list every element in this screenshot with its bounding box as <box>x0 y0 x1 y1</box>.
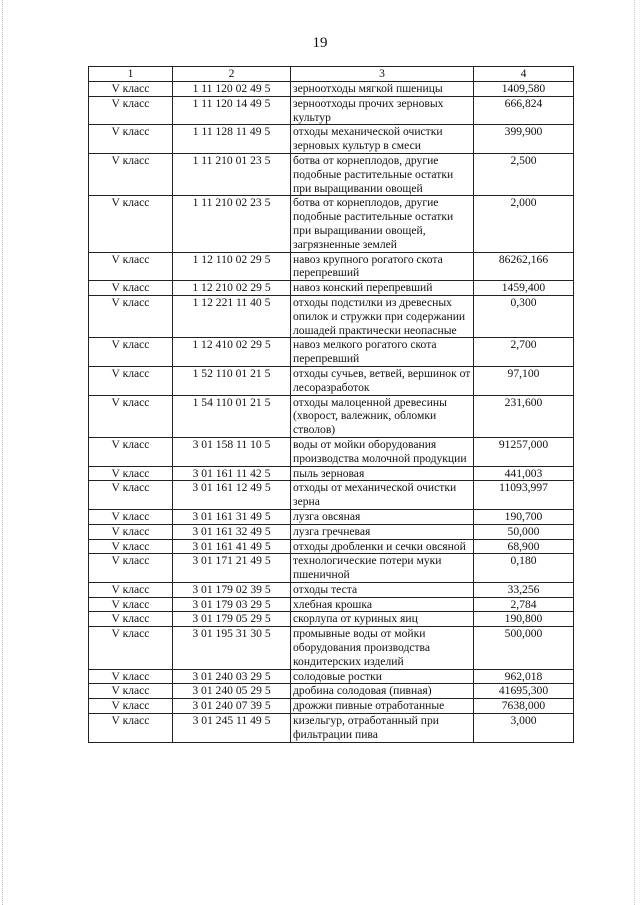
waste-code-cell: 1 12 410 02 29 5 <box>173 338 291 367</box>
hazard-class-cell: V класс <box>89 338 173 367</box>
table-row <box>89 684 574 699</box>
amount-cell: 7638,000 <box>474 699 574 714</box>
page-number: 19 <box>312 35 328 51</box>
hazard-class-cell: V класс <box>89 612 173 627</box>
amount-cell: 2,784 <box>474 597 574 612</box>
table-row <box>89 395 574 437</box>
table-row <box>89 281 574 296</box>
table-row <box>89 153 574 195</box>
waste-name-cell: отходы сучьев, ветвей, вершинок от лесоразработок <box>291 366 474 395</box>
amount-cell: 2,000 <box>474 196 574 252</box>
table-row <box>89 509 574 524</box>
waste-name-cell: хлебная крошка <box>291 597 474 612</box>
waste-code-cell: 3 01 161 11 42 5 <box>173 466 291 481</box>
waste-name-cell: ботва от корнеплодов, другие подобные растительные остатки при выращивании овощей <box>291 153 474 195</box>
waste-code-cell: 3 01 158 11 10 5 <box>173 437 291 466</box>
table-row <box>89 612 574 627</box>
waste-name-cell: зерноотходы мягкой пшеницы <box>291 82 474 97</box>
scan-left-edge <box>2 0 4 905</box>
waste-name-cell: кизельгур, отработанный при фильтрации пива <box>291 714 474 743</box>
table-row <box>89 96 574 125</box>
amount-cell: 1459,400 <box>474 281 574 296</box>
amount-cell: 1409,580 <box>474 82 574 97</box>
column-header-1: 1 <box>89 67 173 82</box>
waste-name-cell: дрожжи пивные отработанные <box>291 699 474 714</box>
waste-code-cell: 3 01 161 32 49 5 <box>173 524 291 539</box>
hazard-class-cell: V класс <box>89 125 173 154</box>
amount-cell: 666,824 <box>474 96 574 125</box>
table-header-row <box>89 67 574 82</box>
hazard-class-cell: V класс <box>89 714 173 743</box>
amount-cell: 399,900 <box>474 125 574 154</box>
hazard-class-cell: V класс <box>89 684 173 699</box>
table-row <box>89 699 574 714</box>
table-row <box>89 82 574 97</box>
column-header-2: 2 <box>173 67 291 82</box>
waste-code-cell: 3 01 179 03 29 5 <box>173 597 291 612</box>
amount-cell: 500,000 <box>474 627 574 669</box>
table-row <box>89 196 574 252</box>
amount-cell: 2,700 <box>474 338 574 367</box>
hazard-class-cell: V класс <box>89 295 173 337</box>
hazard-class-cell: V класс <box>89 554 173 583</box>
waste-name-cell: отходы от механической очистки зерна <box>291 481 474 510</box>
waste-code-cell: 1 11 120 14 49 5 <box>173 96 291 125</box>
waste-table <box>88 66 574 743</box>
amount-cell: 3,000 <box>474 714 574 743</box>
amount-cell: 97,100 <box>474 366 574 395</box>
waste-code-cell: 1 11 128 11 49 5 <box>173 125 291 154</box>
scan-right-edge <box>634 0 636 905</box>
hazard-class-cell: V класс <box>89 539 173 554</box>
amount-cell: 41695,300 <box>474 684 574 699</box>
waste-name-cell: отходы механической очистки зерновых культур в смеси <box>291 125 474 154</box>
table-row <box>89 466 574 481</box>
amount-cell: 231,600 <box>474 395 574 437</box>
amount-cell: 33,256 <box>474 582 574 597</box>
waste-code-cell: 3 01 179 05 29 5 <box>173 612 291 627</box>
hazard-class-cell: V класс <box>89 627 173 669</box>
hazard-class-cell: V класс <box>89 82 173 97</box>
waste-code-cell: 3 01 161 12 49 5 <box>173 481 291 510</box>
waste-code-cell: 3 01 171 21 49 5 <box>173 554 291 583</box>
amount-cell: 0,180 <box>474 554 574 583</box>
waste-name-cell: пыль зерновая <box>291 466 474 481</box>
waste-code-cell: 1 52 110 01 21 5 <box>173 366 291 395</box>
amount-cell: 190,700 <box>474 509 574 524</box>
waste-name-cell: скорлупа от куриных яиц <box>291 612 474 627</box>
hazard-class-cell: V класс <box>89 597 173 612</box>
table-row <box>89 524 574 539</box>
hazard-class-cell: V класс <box>89 509 173 524</box>
amount-cell: 50,000 <box>474 524 574 539</box>
waste-name-cell: воды от мойки оборудования производства молочной продукции <box>291 437 474 466</box>
hazard-class-cell: V класс <box>89 252 173 281</box>
waste-name-cell: лузга гречневая <box>291 524 474 539</box>
table-row <box>89 714 574 743</box>
waste-code-cell: 1 11 210 02 23 5 <box>173 196 291 252</box>
hazard-class-cell: V класс <box>89 699 173 714</box>
hazard-class-cell: V класс <box>89 96 173 125</box>
waste-name-cell: навоз конский перепревший <box>291 281 474 296</box>
hazard-class-cell: V класс <box>89 196 173 252</box>
amount-cell: 190,800 <box>474 612 574 627</box>
table-body <box>89 82 574 743</box>
table-row <box>89 481 574 510</box>
hazard-class-cell: V класс <box>89 669 173 684</box>
waste-code-cell: 3 01 240 07 39 5 <box>173 699 291 714</box>
amount-cell: 0,300 <box>474 295 574 337</box>
hazard-class-cell: V класс <box>89 281 173 296</box>
amount-cell: 68,900 <box>474 539 574 554</box>
hazard-class-cell: V класс <box>89 582 173 597</box>
amount-cell: 86262,166 <box>474 252 574 281</box>
waste-code-cell: 1 12 110 02 29 5 <box>173 252 291 281</box>
table-row <box>89 669 574 684</box>
waste-code-cell: 3 01 161 41 49 5 <box>173 539 291 554</box>
column-header-3: 3 <box>291 67 474 82</box>
waste-name-cell: ботва от корнеплодов, другие подобные растительные остатки при выращивании овощей, загрязненные землей <box>291 196 474 252</box>
table-row <box>89 437 574 466</box>
waste-name-cell: промывные воды от мойки оборудования производства кондитерских изделий <box>291 627 474 669</box>
hazard-class-cell: V класс <box>89 395 173 437</box>
table-row <box>89 366 574 395</box>
amount-cell: 91257,000 <box>474 437 574 466</box>
table-row <box>89 125 574 154</box>
waste-code-cell: 3 01 245 11 49 5 <box>173 714 291 743</box>
waste-name-cell: отходы теста <box>291 582 474 597</box>
waste-name-cell: отходы дробленки и сечки овсяной <box>291 539 474 554</box>
waste-name-cell: отходы малоценной древесины (хворост, валежник, обломки стволов) <box>291 395 474 437</box>
table-row <box>89 252 574 281</box>
hazard-class-cell: V класс <box>89 153 173 195</box>
waste-name-cell: отходы подстилки из древесных опилок и стружки при содержании лошадей практически неопасные <box>291 295 474 337</box>
waste-name-cell: лузга овсяная <box>291 509 474 524</box>
waste-code-cell: 3 01 161 31 49 5 <box>173 509 291 524</box>
waste-code-cell: 1 11 120 02 49 5 <box>173 82 291 97</box>
hazard-class-cell: V класс <box>89 437 173 466</box>
waste-code-cell: 3 01 240 03 29 5 <box>173 669 291 684</box>
table-row <box>89 554 574 583</box>
table-row <box>89 539 574 554</box>
waste-name-cell: навоз мелкого рогатого скота перепревший <box>291 338 474 367</box>
waste-code-cell: 1 11 210 01 23 5 <box>173 153 291 195</box>
table-row <box>89 627 574 669</box>
table-row <box>89 338 574 367</box>
waste-name-cell: дробина солодовая (пивная) <box>291 684 474 699</box>
waste-code-cell: 1 12 221 11 40 5 <box>173 295 291 337</box>
amount-cell: 441,003 <box>474 466 574 481</box>
waste-code-cell: 1 54 110 01 21 5 <box>173 395 291 437</box>
amount-cell: 962,018 <box>474 669 574 684</box>
waste-code-cell: 3 01 195 31 30 5 <box>173 627 291 669</box>
hazard-class-cell: V класс <box>89 466 173 481</box>
table-row <box>89 582 574 597</box>
hazard-class-cell: V класс <box>89 524 173 539</box>
table-row <box>89 295 574 337</box>
waste-name-cell: солодовые ростки <box>291 669 474 684</box>
column-header-4: 4 <box>474 67 574 82</box>
waste-code-cell: 3 01 179 02 39 5 <box>173 582 291 597</box>
amount-cell: 2,500 <box>474 153 574 195</box>
waste-name-cell: навоз крупного рогатого скота перепревший <box>291 252 474 281</box>
waste-code-cell: 1 12 210 02 29 5 <box>173 281 291 296</box>
waste-code-cell: 3 01 240 05 29 5 <box>173 684 291 699</box>
hazard-class-cell: V класс <box>89 366 173 395</box>
hazard-class-cell: V класс <box>89 481 173 510</box>
waste-name-cell: зерноотходы прочих зерновых культур <box>291 96 474 125</box>
amount-cell: 11093,997 <box>474 481 574 510</box>
table-row <box>89 597 574 612</box>
waste-name-cell: технологические потери муки пшеничной <box>291 554 474 583</box>
